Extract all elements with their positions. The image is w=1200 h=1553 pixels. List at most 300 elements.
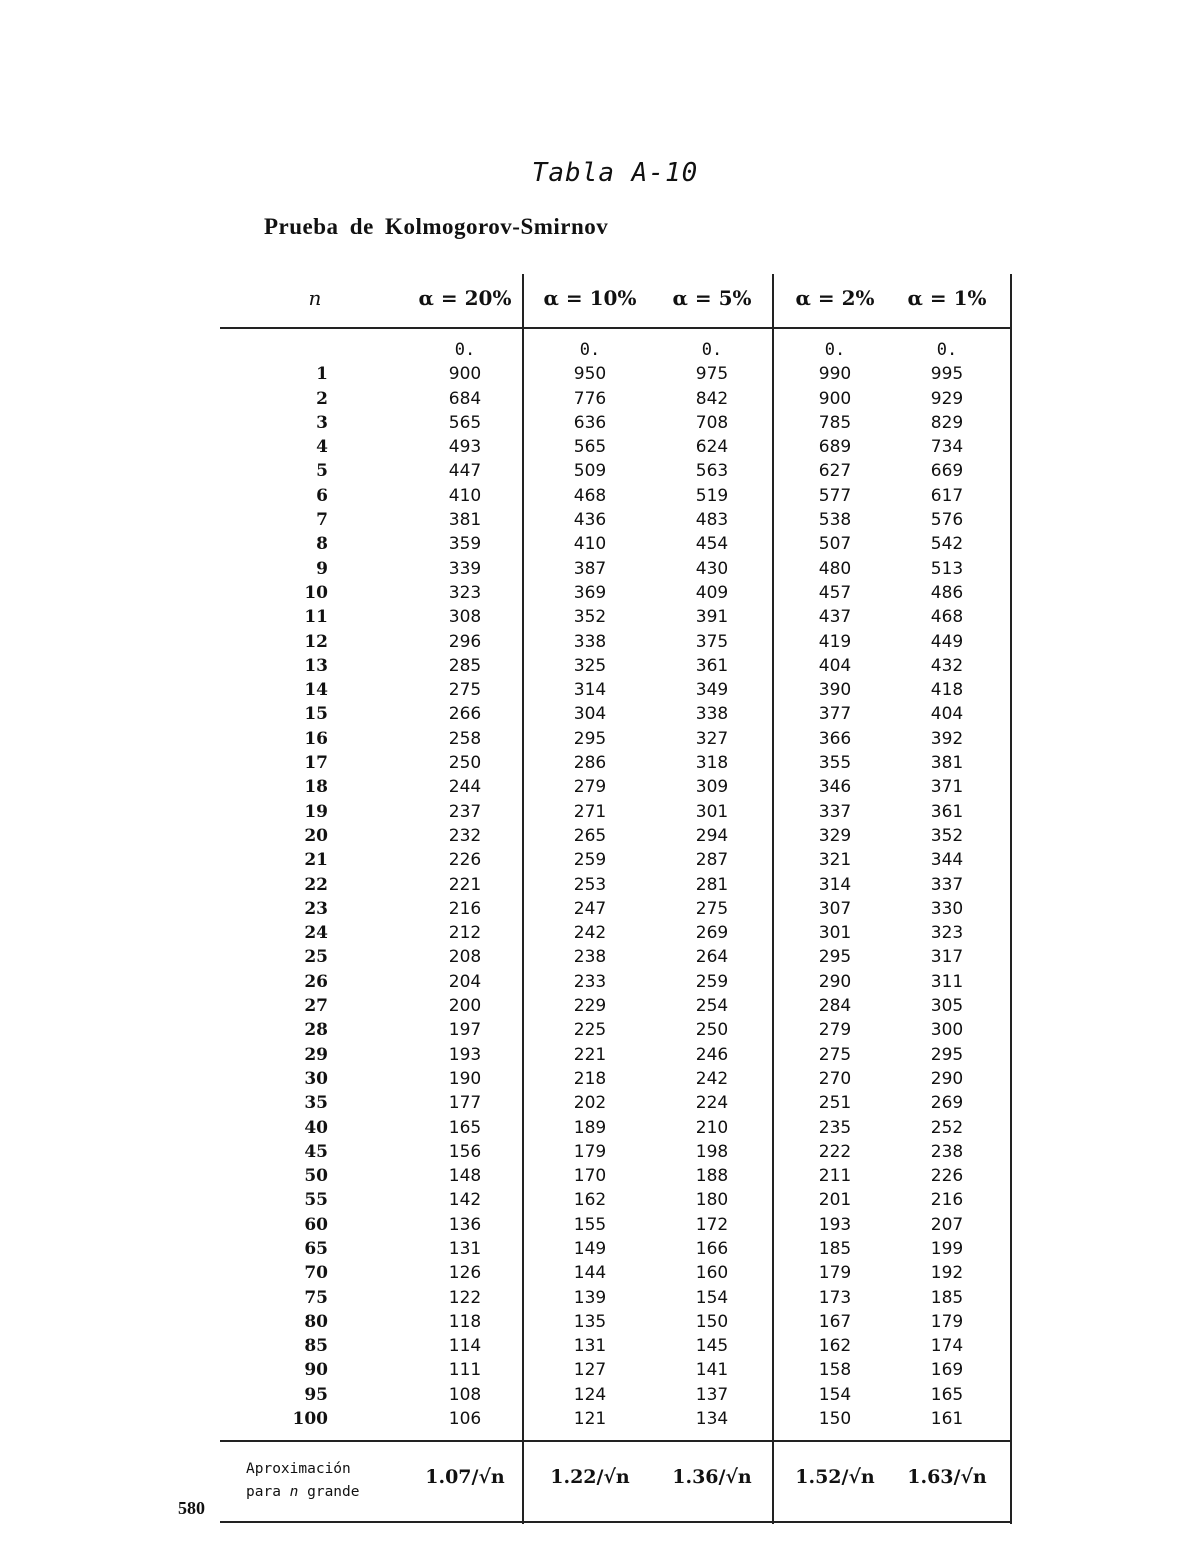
n-value: 14 xyxy=(304,680,328,701)
alpha-5-value: 242 xyxy=(695,1068,729,1089)
decimal-prefix: 0. xyxy=(701,340,723,360)
alpha-1-value: 486 xyxy=(930,582,964,603)
table-row xyxy=(220,1043,1012,1067)
alpha-10-value: 189 xyxy=(573,1117,607,1138)
alpha-2-value: 377 xyxy=(818,704,852,725)
alpha-5-value: 137 xyxy=(695,1384,729,1405)
alpha-20-value: 684 xyxy=(448,388,482,409)
alpha-1-value: 381 xyxy=(930,753,964,774)
alpha-5-value: 327 xyxy=(695,728,729,749)
alpha-5-value: 198 xyxy=(695,1141,729,1162)
alpha-1-value: 199 xyxy=(930,1238,964,1259)
alpha-10-value: 238 xyxy=(573,947,607,968)
alpha-10-value: 127 xyxy=(573,1360,607,1381)
n-value: 100 xyxy=(292,1409,328,1430)
alpha-2-value: 158 xyxy=(818,1360,852,1381)
table-row xyxy=(220,751,1012,775)
n-value: 50 xyxy=(304,1166,328,1187)
alpha-5-value: 842 xyxy=(695,388,729,409)
alpha-10-value: 144 xyxy=(573,1263,607,1284)
alpha-20-value: 275 xyxy=(448,680,482,701)
alpha-5-value: 975 xyxy=(695,364,729,385)
table-row xyxy=(220,702,1012,726)
alpha-5-value: 301 xyxy=(695,801,729,822)
table-row xyxy=(220,1018,1012,1042)
alpha-20-value: 339 xyxy=(448,558,482,579)
alpha-1-value: 165 xyxy=(930,1384,964,1405)
alpha-10-value: 271 xyxy=(573,801,607,822)
alpha-20-value: 285 xyxy=(448,655,482,676)
alpha-5-value: 134 xyxy=(695,1409,729,1430)
alpha-5-value: 708 xyxy=(695,412,729,433)
alpha-1-value: 542 xyxy=(930,534,964,555)
alpha-1-value: 371 xyxy=(930,777,964,798)
alpha-20-value: 190 xyxy=(448,1068,482,1089)
n-value: 35 xyxy=(304,1093,328,1114)
alpha-1-value: 929 xyxy=(930,388,964,409)
formula-alpha-1: 1.63/√n xyxy=(907,1466,987,1488)
alpha-1-value: 161 xyxy=(930,1409,964,1430)
alpha-10-value: 179 xyxy=(573,1141,607,1162)
alpha-10-value: 295 xyxy=(573,728,607,749)
table-row xyxy=(220,1164,1012,1188)
alpha-20-value: 118 xyxy=(448,1311,482,1332)
alpha-1-value: 995 xyxy=(930,364,964,385)
n-value: 27 xyxy=(304,996,328,1017)
alpha-2-value: 355 xyxy=(818,753,852,774)
alpha-5-value: 224 xyxy=(695,1093,729,1114)
n-value: 13 xyxy=(304,655,328,676)
n-value: 16 xyxy=(304,728,328,749)
table-row xyxy=(220,1067,1012,1091)
alpha-5-value: 250 xyxy=(695,1020,729,1041)
alpha-10-value: 314 xyxy=(573,680,607,701)
formula-alpha-10: 1.22/√n xyxy=(550,1466,630,1488)
alpha-10-value: 468 xyxy=(573,485,607,506)
divider-horizontal xyxy=(220,1440,1012,1442)
alpha-10-value: 233 xyxy=(573,971,607,992)
alpha-1-value: 344 xyxy=(930,850,964,871)
decimal-prefix: 0. xyxy=(824,340,846,360)
alpha-5-value: 287 xyxy=(695,850,729,871)
alpha-2-value: 284 xyxy=(818,996,852,1017)
table-row xyxy=(220,581,1012,605)
table-row xyxy=(220,387,1012,411)
header-alpha-5: α = 5% xyxy=(672,286,752,310)
table-row xyxy=(220,848,1012,872)
n-value: 23 xyxy=(304,898,328,919)
alpha-1-value: 734 xyxy=(930,437,964,458)
alpha-5-value: 430 xyxy=(695,558,729,579)
alpha-10-value: 369 xyxy=(573,582,607,603)
n-value: 80 xyxy=(304,1311,328,1332)
alpha-1-value: 305 xyxy=(930,996,964,1017)
table-row xyxy=(220,362,1012,386)
alpha-5-value: 281 xyxy=(695,874,729,895)
alpha-20-value: 131 xyxy=(448,1238,482,1259)
alpha-20-value: 108 xyxy=(448,1384,482,1405)
n-value: 19 xyxy=(304,801,328,822)
alpha-5-value: 349 xyxy=(695,680,729,701)
alpha-2-value: 329 xyxy=(818,825,852,846)
alpha-10-value: 338 xyxy=(573,631,607,652)
alpha-1-value: 169 xyxy=(930,1360,964,1381)
alpha-2-value: 990 xyxy=(818,364,852,385)
n-value: 20 xyxy=(304,825,328,846)
alpha-10-value: 304 xyxy=(573,704,607,725)
alpha-1-value: 323 xyxy=(930,923,964,944)
alpha-1-value: 207 xyxy=(930,1214,964,1235)
n-value: 18 xyxy=(304,777,328,798)
alpha-20-value: 197 xyxy=(448,1020,482,1041)
alpha-20-value: 193 xyxy=(448,1044,482,1065)
alpha-1-value: 418 xyxy=(930,680,964,701)
alpha-20-value: 900 xyxy=(448,364,482,385)
alpha-1-value: 252 xyxy=(930,1117,964,1138)
alpha-10-value: 242 xyxy=(573,923,607,944)
alpha-10-value: 131 xyxy=(573,1336,607,1357)
alpha-5-value: 624 xyxy=(695,437,729,458)
alpha-10-value: 436 xyxy=(573,510,607,531)
alpha-10-value: 155 xyxy=(573,1214,607,1235)
alpha-1-value: 269 xyxy=(930,1093,964,1114)
alpha-20-value: 148 xyxy=(448,1166,482,1187)
table-row xyxy=(220,557,1012,581)
alpha-1-value: 226 xyxy=(930,1166,964,1187)
alpha-2-value: 307 xyxy=(818,898,852,919)
alpha-10-value: 149 xyxy=(573,1238,607,1259)
alpha-20-value: 258 xyxy=(448,728,482,749)
alpha-1-value: 185 xyxy=(930,1287,964,1308)
divider-horizontal xyxy=(220,1521,1012,1523)
alpha-20-value: 200 xyxy=(448,996,482,1017)
alpha-10-value: 259 xyxy=(573,850,607,871)
alpha-10-value: 636 xyxy=(573,412,607,433)
alpha-5-value: 264 xyxy=(695,947,729,968)
n-value: 21 xyxy=(304,850,328,871)
alpha-5-value: 309 xyxy=(695,777,729,798)
alpha-20-value: 266 xyxy=(448,704,482,725)
alpha-1-value: 174 xyxy=(930,1336,964,1357)
alpha-1-value: 216 xyxy=(930,1190,964,1211)
table-row xyxy=(220,459,1012,483)
alpha-5-value: 483 xyxy=(695,510,729,531)
table-row xyxy=(220,678,1012,702)
decimal-prefix: 0. xyxy=(454,340,476,360)
alpha-5-value: 180 xyxy=(695,1190,729,1211)
alpha-2-value: 150 xyxy=(818,1409,852,1430)
alpha-10-value: 286 xyxy=(573,753,607,774)
alpha-10-value: 509 xyxy=(573,461,607,482)
alpha-2-value: 275 xyxy=(818,1044,852,1065)
alpha-20-value: 212 xyxy=(448,923,482,944)
n-value: 4 xyxy=(316,437,328,458)
alpha-20-value: 232 xyxy=(448,825,482,846)
alpha-1-value: 669 xyxy=(930,461,964,482)
n-value: 6 xyxy=(316,485,328,506)
table-row xyxy=(220,1188,1012,1212)
alpha-10-value: 279 xyxy=(573,777,607,798)
alpha-2-value: 235 xyxy=(818,1117,852,1138)
alpha-1-value: 192 xyxy=(930,1263,964,1284)
footer-label xyxy=(246,1458,376,1504)
n-value: 11 xyxy=(304,607,328,628)
alpha-1-value: 361 xyxy=(930,801,964,822)
alpha-1-value: 404 xyxy=(930,704,964,725)
ks-table xyxy=(220,274,1012,1524)
alpha-2-value: 251 xyxy=(818,1093,852,1114)
alpha-2-value: 785 xyxy=(818,412,852,433)
alpha-5-value: 150 xyxy=(695,1311,729,1332)
n-value: 1 xyxy=(316,364,328,385)
alpha-5-value: 563 xyxy=(695,461,729,482)
alpha-1-value: 352 xyxy=(930,825,964,846)
header-alpha-20: α = 20% xyxy=(418,286,512,310)
table-row xyxy=(220,824,1012,848)
alpha-5-value: 454 xyxy=(695,534,729,555)
alpha-20-value: 221 xyxy=(448,874,482,895)
alpha-1-value: 513 xyxy=(930,558,964,579)
n-value: 22 xyxy=(304,874,328,895)
alpha-10-value: 229 xyxy=(573,996,607,1017)
alpha-5-value: 519 xyxy=(695,485,729,506)
n-value: 55 xyxy=(304,1190,328,1211)
alpha-5-value: 269 xyxy=(695,923,729,944)
alpha-5-value: 246 xyxy=(695,1044,729,1065)
n-value: 40 xyxy=(304,1117,328,1138)
header-n: n xyxy=(308,286,322,310)
alpha-2-value: 295 xyxy=(818,947,852,968)
n-value: 2 xyxy=(316,388,328,409)
alpha-1-value: 576 xyxy=(930,510,964,531)
table-row xyxy=(220,605,1012,629)
table-body xyxy=(220,338,1012,1431)
table-row xyxy=(220,970,1012,994)
alpha-1-value: 317 xyxy=(930,947,964,968)
alpha-10-value: 162 xyxy=(573,1190,607,1211)
alpha-5-value: 141 xyxy=(695,1360,729,1381)
table-row xyxy=(220,411,1012,435)
table-row xyxy=(220,873,1012,897)
alpha-2-value: 689 xyxy=(818,437,852,458)
alpha-2-value: 279 xyxy=(818,1020,852,1041)
alpha-20-value: 359 xyxy=(448,534,482,555)
alpha-2-value: 480 xyxy=(818,558,852,579)
alpha-2-value: 211 xyxy=(818,1166,852,1187)
alpha-1-value: 829 xyxy=(930,412,964,433)
alpha-20-value: 565 xyxy=(448,412,482,433)
alpha-20-value: 122 xyxy=(448,1287,482,1308)
alpha-2-value: 270 xyxy=(818,1068,852,1089)
footer-label-line2: para n grande xyxy=(246,1484,360,1500)
alpha-20-value: 216 xyxy=(448,898,482,919)
alpha-2-value: 457 xyxy=(818,582,852,603)
alpha-1-value: 330 xyxy=(930,898,964,919)
alpha-1-value: 179 xyxy=(930,1311,964,1332)
alpha-5-value: 294 xyxy=(695,825,729,846)
table-row xyxy=(220,630,1012,654)
alpha-2-value: 577 xyxy=(818,485,852,506)
alpha-20-value: 136 xyxy=(448,1214,482,1235)
formula-alpha-5: 1.36/√n xyxy=(672,1466,752,1488)
alpha-2-value: 290 xyxy=(818,971,852,992)
alpha-2-value: 337 xyxy=(818,801,852,822)
alpha-10-value: 265 xyxy=(573,825,607,846)
alpha-10-value: 387 xyxy=(573,558,607,579)
alpha-1-value: 468 xyxy=(930,607,964,628)
table-row xyxy=(220,508,1012,532)
n-value: 29 xyxy=(304,1044,328,1065)
alpha-20-value: 308 xyxy=(448,607,482,628)
header-alpha-1: α = 1% xyxy=(907,286,987,310)
alpha-2-value: 419 xyxy=(818,631,852,652)
n-value: 15 xyxy=(304,704,328,725)
alpha-20-value: 381 xyxy=(448,510,482,531)
alpha-20-value: 410 xyxy=(448,485,482,506)
alpha-5-value: 172 xyxy=(695,1214,729,1235)
alpha-20-value: 244 xyxy=(448,777,482,798)
alpha-10-value: 247 xyxy=(573,898,607,919)
alpha-20-value: 204 xyxy=(448,971,482,992)
alpha-2-value: 185 xyxy=(818,1238,852,1259)
alpha-20-value: 156 xyxy=(448,1141,482,1162)
table-row xyxy=(220,1237,1012,1261)
n-value: 3 xyxy=(316,412,328,433)
n-value: 10 xyxy=(304,582,328,603)
alpha-5-value: 259 xyxy=(695,971,729,992)
alpha-2-value: 301 xyxy=(818,923,852,944)
alpha-1-value: 449 xyxy=(930,631,964,652)
alpha-10-value: 124 xyxy=(573,1384,607,1405)
alpha-1-value: 337 xyxy=(930,874,964,895)
table-row xyxy=(220,532,1012,556)
table-row xyxy=(220,727,1012,751)
alpha-5-value: 166 xyxy=(695,1238,729,1259)
alpha-10-value: 139 xyxy=(573,1287,607,1308)
alpha-5-value: 409 xyxy=(695,582,729,603)
alpha-10-value: 135 xyxy=(573,1311,607,1332)
alpha-5-value: 375 xyxy=(695,631,729,652)
decimal-prefix: 0. xyxy=(936,340,958,360)
alpha-10-value: 225 xyxy=(573,1020,607,1041)
alpha-10-value: 121 xyxy=(573,1409,607,1430)
alpha-20-value: 237 xyxy=(448,801,482,822)
table-row xyxy=(220,897,1012,921)
alpha-5-value: 210 xyxy=(695,1117,729,1138)
n-value: 25 xyxy=(304,947,328,968)
alpha-2-value: 321 xyxy=(818,850,852,871)
n-value: 90 xyxy=(304,1360,328,1381)
page-title: Tabla A-10 xyxy=(531,158,699,188)
table-row xyxy=(220,800,1012,824)
formula-alpha-2: 1.52/√n xyxy=(795,1466,875,1488)
alpha-10-value: 202 xyxy=(573,1093,607,1114)
alpha-1-value: 432 xyxy=(930,655,964,676)
alpha-2-value: 167 xyxy=(818,1311,852,1332)
alpha-10-value: 218 xyxy=(573,1068,607,1089)
alpha-5-value: 160 xyxy=(695,1263,729,1284)
alpha-5-value: 391 xyxy=(695,607,729,628)
n-value: 60 xyxy=(304,1214,328,1235)
n-value: 65 xyxy=(304,1238,328,1259)
alpha-2-value: 346 xyxy=(818,777,852,798)
alpha-10-value: 352 xyxy=(573,607,607,628)
alpha-2-value: 538 xyxy=(818,510,852,531)
n-value: 5 xyxy=(316,461,328,482)
alpha-2-value: 173 xyxy=(818,1287,852,1308)
alpha-2-value: 201 xyxy=(818,1190,852,1211)
alpha-20-value: 447 xyxy=(448,461,482,482)
alpha-5-value: 154 xyxy=(695,1287,729,1308)
alpha-5-value: 361 xyxy=(695,655,729,676)
alpha-20-value: 165 xyxy=(448,1117,482,1138)
alpha-2-value: 222 xyxy=(818,1141,852,1162)
alpha-2-value: 507 xyxy=(818,534,852,555)
n-value: 28 xyxy=(304,1020,328,1041)
header-alpha-2: α = 2% xyxy=(795,286,875,310)
table-row xyxy=(220,1213,1012,1237)
table-row xyxy=(220,1261,1012,1285)
alpha-20-value: 226 xyxy=(448,850,482,871)
alpha-5-value: 145 xyxy=(695,1336,729,1357)
table-row xyxy=(220,1116,1012,1140)
page-number: 580 xyxy=(178,1498,205,1518)
n-value: 24 xyxy=(304,923,328,944)
alpha-20-value: 111 xyxy=(448,1360,482,1381)
alpha-20-value: 250 xyxy=(448,753,482,774)
n-value: 70 xyxy=(304,1263,328,1284)
n-value: 7 xyxy=(316,510,328,531)
alpha-5-value: 188 xyxy=(695,1166,729,1187)
alpha-20-value: 106 xyxy=(448,1409,482,1430)
alpha-2-value: 366 xyxy=(818,728,852,749)
table-footer xyxy=(220,1454,1012,1514)
alpha-2-value: 900 xyxy=(818,388,852,409)
footer-label-line1: Aproximación xyxy=(246,1461,351,1477)
n-value: 17 xyxy=(304,753,328,774)
table-row xyxy=(220,1334,1012,1358)
table-row xyxy=(220,435,1012,459)
n-value: 12 xyxy=(304,631,328,652)
alpha-1-value: 238 xyxy=(930,1141,964,1162)
alpha-20-value: 208 xyxy=(448,947,482,968)
alpha-20-value: 493 xyxy=(448,437,482,458)
n-value: 9 xyxy=(316,558,328,579)
table-row xyxy=(220,1358,1012,1382)
alpha-2-value: 154 xyxy=(818,1384,852,1405)
alpha-10-value: 253 xyxy=(573,874,607,895)
table-header xyxy=(220,286,1012,316)
n-value: 75 xyxy=(304,1287,328,1308)
alpha-1-value: 295 xyxy=(930,1044,964,1065)
alpha-20-value: 177 xyxy=(448,1093,482,1114)
table-row xyxy=(220,1383,1012,1407)
alpha-1-value: 392 xyxy=(930,728,964,749)
n-value: 95 xyxy=(304,1384,328,1405)
alpha-10-value: 565 xyxy=(573,437,607,458)
alpha-1-value: 290 xyxy=(930,1068,964,1089)
table-row xyxy=(220,484,1012,508)
alpha-2-value: 162 xyxy=(818,1336,852,1357)
alpha-10-value: 221 xyxy=(573,1044,607,1065)
alpha-5-value: 318 xyxy=(695,753,729,774)
table-row xyxy=(220,1091,1012,1115)
alpha-2-value: 437 xyxy=(818,607,852,628)
alpha-10-value: 325 xyxy=(573,655,607,676)
alpha-2-value: 193 xyxy=(818,1214,852,1235)
alpha-10-value: 410 xyxy=(573,534,607,555)
alpha-20-value: 323 xyxy=(448,582,482,603)
